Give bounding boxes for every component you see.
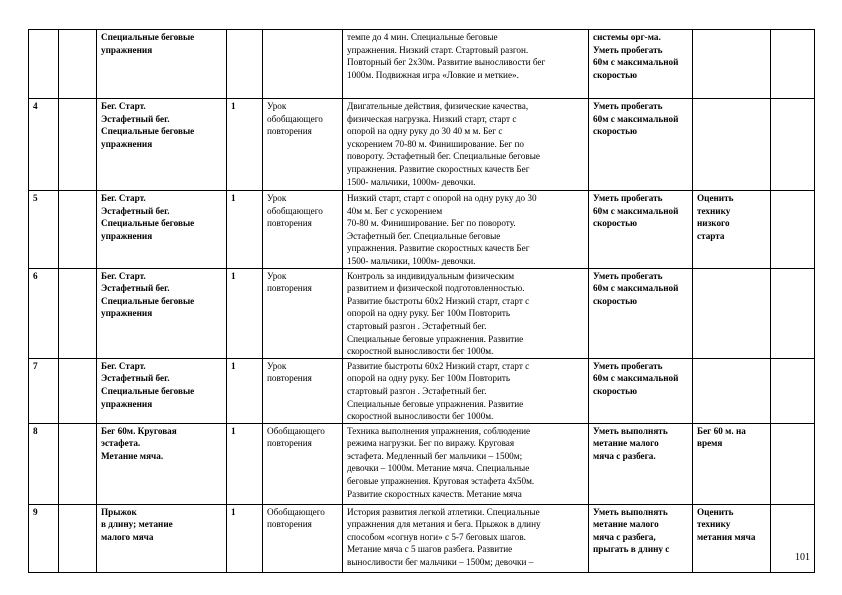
control-cell-line: Бег 60 м. на	[697, 425, 746, 436]
control-cell-line: технику	[697, 205, 731, 216]
table-body	[29, 30, 815, 573]
hours-cell: 1	[227, 191, 263, 269]
blank-cell	[771, 358, 815, 423]
content-cell-line: 1000м. Подвижная игра «Ловкие и меткие».	[347, 69, 519, 80]
requirements-cell-line: мяча с разбега,	[593, 531, 656, 542]
table-row	[29, 423, 815, 504]
requirements-cell-line: Уметь пробегать	[593, 270, 663, 281]
content-cell-line: ускорением 70-80 м. Финиширование. Бег по	[347, 138, 525, 149]
content-cell	[343, 358, 589, 423]
control-cell	[693, 504, 771, 572]
topic-cell-line: в длину; метание	[101, 519, 173, 530]
requirements-cell-line: скоростью	[593, 295, 638, 306]
requirements-cell-line: Уметь пробегать	[593, 360, 663, 371]
requirements-cell-line: скоростью	[593, 69, 638, 80]
lesson-plan-table	[28, 29, 815, 573]
hours-cell: 1	[227, 268, 263, 358]
topic-cell-line: упражнения	[101, 308, 153, 319]
topic-cell-line: Бег 60м. Круговая	[101, 425, 177, 436]
blank-cell	[771, 30, 815, 99]
control-cell-line: Оценить	[697, 193, 734, 203]
control-cell-line: время	[697, 438, 723, 449]
blank-cell	[771, 99, 815, 191]
requirements-cell-line: 60м с максимальной	[593, 373, 679, 384]
lesson-number-cell: 9	[29, 504, 59, 572]
lesson-number-cell: 7	[29, 358, 59, 423]
lesson-type-cell-line: обобщающего	[267, 113, 323, 124]
control-cell	[693, 423, 771, 504]
content-cell-line: Низкий старт, старт с опорой на одну руку до 30	[347, 193, 537, 203]
requirements-cell	[589, 268, 693, 358]
hours-cell: 1	[227, 358, 263, 423]
control-cell	[693, 268, 771, 358]
requirements-cell-line: системы орг-ма.	[593, 32, 661, 42]
content-cell-line: скоростной выносливости бег 1000м.	[347, 346, 494, 357]
requirements-cell	[589, 191, 693, 269]
lesson-type-cell	[263, 504, 343, 572]
topic-cell-line: Эстафетный бег.	[101, 113, 170, 124]
requirements-cell-line: 60м с максимальной	[593, 113, 679, 124]
topic-cell-line: Специальные беговые	[101, 385, 195, 396]
requirements-cell	[589, 504, 693, 572]
topic-cell-line: упражнения	[101, 230, 153, 241]
content-cell-line: темпе до 4 мин. Специальные беговые	[347, 32, 498, 42]
lesson-type-cell	[263, 358, 343, 423]
control-cell	[693, 99, 771, 191]
blank-cell	[771, 268, 815, 358]
content-cell-line: Метание мяча с 5 шагов разбега. Развитие	[347, 544, 513, 555]
lesson-type-cell-line: Урок	[267, 270, 287, 281]
requirements-cell-line: мяча с разбега.	[593, 450, 656, 461]
control-cell	[693, 358, 771, 423]
requirements-cell-line: Уметь выполнять	[593, 425, 668, 436]
content-cell-line: физическая нагрузка. Низкий старт, старт с	[347, 113, 517, 124]
requirements-cell-line: Уметь выполнять	[593, 506, 668, 517]
topic-cell-line: Бег. Старт.	[101, 101, 146, 111]
lesson-type-cell-line: повторения	[267, 126, 312, 137]
lesson-type-cell-line: повторения	[267, 519, 312, 530]
table-row	[29, 191, 815, 269]
content-cell-line: упражнения. Развитие скоростных качеств Бег	[347, 163, 530, 174]
topic-cell-line: Специальные беговые	[101, 32, 195, 42]
topic-cell	[97, 99, 227, 191]
content-cell	[343, 504, 589, 572]
content-cell-line: стартовый разгон . Эстафетный бег.	[347, 385, 487, 396]
content-cell-line: скоростной выносливости бег 1000м.	[347, 411, 494, 422]
page-number: 101	[795, 552, 810, 563]
content-cell-line: упражнения. Низкий старт. Стартовый разгон.	[347, 44, 529, 55]
topic-cell-line: Бег. Старт.	[101, 270, 146, 281]
table-row	[29, 358, 815, 423]
hours-cell: 1	[227, 99, 263, 191]
requirements-cell-line: прыгать в длину с	[593, 544, 670, 555]
requirements-cell-line: скоростью	[593, 218, 638, 229]
requirements-cell-line: 60м с максимальной	[593, 57, 679, 68]
lesson-number-cell: 6	[29, 268, 59, 358]
blank-cell	[59, 504, 97, 572]
blank-cell	[59, 358, 97, 423]
table-row	[29, 99, 815, 191]
requirements-cell-line: Уметь пробегать	[593, 193, 663, 203]
topic-cell-line: эстафета.	[101, 438, 141, 449]
lesson-number-cell: 5	[29, 191, 59, 269]
hours-cell	[227, 30, 263, 99]
lesson-type-cell-line: повторения	[267, 283, 312, 294]
content-cell-line: Двигательные действия, физические качества,	[347, 101, 529, 111]
lesson-type-cell-line: Обобщающего	[267, 425, 325, 436]
lesson-type-cell	[263, 191, 343, 269]
content-cell-line: стартовый разгон . Эстафетный бег.	[347, 320, 487, 331]
topic-cell-line: Специальные беговые	[101, 126, 195, 137]
requirements-cell-line: 60м с максимальной	[593, 205, 679, 216]
lesson-type-cell-line: Урок	[267, 193, 287, 203]
topic-cell	[97, 423, 227, 504]
topic-cell-line: упражнения	[101, 44, 153, 55]
content-cell	[343, 191, 589, 269]
table-row	[29, 30, 815, 99]
requirements-cell-line: Уметь пробегать	[593, 101, 663, 111]
content-cell-line: История развития легкой атлетики. Специальные	[347, 506, 540, 517]
topic-cell	[97, 504, 227, 572]
content-cell-line: Специальные беговые упражнения. Развитие	[347, 398, 524, 409]
content-cell-line: опорой на одну руку. Бег 100м Повторить	[347, 308, 511, 319]
content-cell-line: 40м м. Бег с ускорением	[347, 205, 443, 216]
requirements-cell-line: Уметь пробегать	[593, 44, 663, 55]
content-cell-line: способом «согнув ноги» с 5-7 беговых шагов.	[347, 531, 526, 542]
blank-cell	[59, 268, 97, 358]
blank-cell	[771, 191, 815, 269]
content-cell-line: развитием и физической подготовленностью.	[347, 283, 525, 294]
topic-cell	[97, 191, 227, 269]
requirements-cell	[589, 358, 693, 423]
content-cell-line: Техника выполнения упражнения, соблюдение	[347, 425, 531, 436]
topic-cell-line: Специальные беговые	[101, 218, 195, 229]
content-cell-line: Развитие быстроты 60х2 Низкий старт, старт с	[347, 360, 530, 371]
content-cell-line: Эстафетный бег. Специальные беговые	[347, 230, 501, 241]
topic-cell-line: Эстафетный бег.	[101, 205, 170, 216]
lesson-number-cell: 8	[29, 423, 59, 504]
table-row	[29, 504, 815, 572]
content-cell-line: 70-80 м. Финиширование. Бег по повороту.	[347, 218, 516, 229]
topic-cell-line: упражнения	[101, 398, 153, 409]
topic-cell-line: упражнения	[101, 138, 153, 149]
requirements-cell-line: метание малого	[593, 519, 659, 530]
lesson-type-cell-line: Обобщающего	[267, 506, 325, 517]
requirements-cell-line: скоростью	[593, 126, 638, 137]
lesson-type-cell-line: повторения	[267, 218, 312, 229]
content-cell-line: Контроль за индивидуальным физическим	[347, 270, 515, 281]
topic-cell-line: Бег. Старт.	[101, 360, 146, 371]
content-cell	[343, 423, 589, 504]
lesson-type-cell-line: обобщающего	[267, 205, 323, 216]
control-cell-line: низкого	[697, 218, 730, 229]
blank-cell	[59, 423, 97, 504]
requirements-cell	[589, 99, 693, 191]
lesson-type-cell	[263, 30, 343, 99]
content-cell-line: повороту. Эстафетный бег. Специальные беговые	[347, 151, 540, 162]
control-cell-line: технику	[697, 519, 731, 530]
content-cell-line: опорой на одну руку до 30 40 м м. Бег с	[347, 126, 503, 137]
control-cell	[693, 30, 771, 99]
blank-cell	[59, 30, 97, 99]
lesson-number-cell: 4	[29, 99, 59, 191]
content-cell-line: упражнения. Развитие скоростных качеств Бег	[347, 243, 530, 254]
blank-cell	[771, 423, 815, 504]
table-row	[29, 268, 815, 358]
lesson-type-cell-line: Урок	[267, 101, 287, 111]
blank-cell	[59, 99, 97, 191]
topic-cell-line: Бег. Старт.	[101, 193, 146, 203]
control-cell-line: старта	[697, 230, 725, 241]
content-cell-line: Специальные беговые упражнения. Развитие	[347, 333, 524, 344]
content-cell	[343, 99, 589, 191]
topic-cell	[97, 30, 227, 99]
lesson-type-cell-line: повторения	[267, 438, 312, 449]
lesson-type-cell	[263, 423, 343, 504]
control-cell	[693, 191, 771, 269]
content-cell-line: опорой на одну руку. Бег 100м Повторить	[347, 373, 511, 384]
hours-cell: 1	[227, 423, 263, 504]
control-cell-line: метания мяча	[697, 531, 756, 542]
control-cell-line: Оценить	[697, 506, 734, 517]
topic-cell-line: Эстафетный бег.	[101, 283, 170, 294]
content-cell-line: девочки – 1000м. Метание мяча. Специальные	[347, 463, 530, 474]
topic-cell-line: малого мяча	[101, 531, 154, 542]
content-cell-line: упражнения для метания и бега. Прыжок в длину	[347, 519, 541, 530]
content-cell-line: Повторный бег 2х30м. Развитие выносливости бег	[347, 57, 546, 68]
content-cell-line: беговые упражнения. Круговая эстафета 4х50м.	[347, 476, 535, 487]
requirements-cell	[589, 30, 693, 99]
lesson-number-cell	[29, 30, 59, 99]
lesson-type-cell-line: повторения	[267, 373, 312, 384]
content-cell-line: режима нагрузки. Бег по виражу. Круговая	[347, 438, 515, 449]
blank-cell	[59, 191, 97, 269]
lesson-type-cell-line: Урок	[267, 360, 287, 371]
hours-cell: 1	[227, 504, 263, 572]
content-cell-line: 1500- мальчики, 1000м- девочки.	[347, 255, 476, 266]
content-cell	[343, 268, 589, 358]
topic-cell-line: Метание мяча.	[101, 450, 164, 461]
topic-cell	[97, 268, 227, 358]
topic-cell	[97, 358, 227, 423]
lesson-type-cell	[263, 268, 343, 358]
content-cell	[343, 30, 589, 99]
content-cell-line: 1500- мальчики, 1000м- девочки.	[347, 176, 476, 187]
topic-cell-line: Прыжок	[101, 506, 137, 517]
content-cell-line: выносливости бег мальчики – 1500м; девочки –	[347, 557, 534, 568]
requirements-cell	[589, 423, 693, 504]
content-cell-line: эстафета. Медленный бег мальчики – 1500м;	[347, 450, 523, 461]
requirements-cell-line: метание малого	[593, 438, 659, 449]
content-cell-line: Развитие скоростных качеств. Метание мяча	[347, 488, 522, 499]
topic-cell-line: Эстафетный бег.	[101, 373, 170, 384]
lesson-type-cell	[263, 99, 343, 191]
requirements-cell-line: 60м с максимальной	[593, 283, 679, 294]
content-cell-line: Развитие быстроты 60х2 Низкий старт, старт с	[347, 295, 530, 306]
requirements-cell-line: скоростью	[593, 385, 638, 396]
topic-cell-line: Специальные беговые	[101, 295, 195, 306]
